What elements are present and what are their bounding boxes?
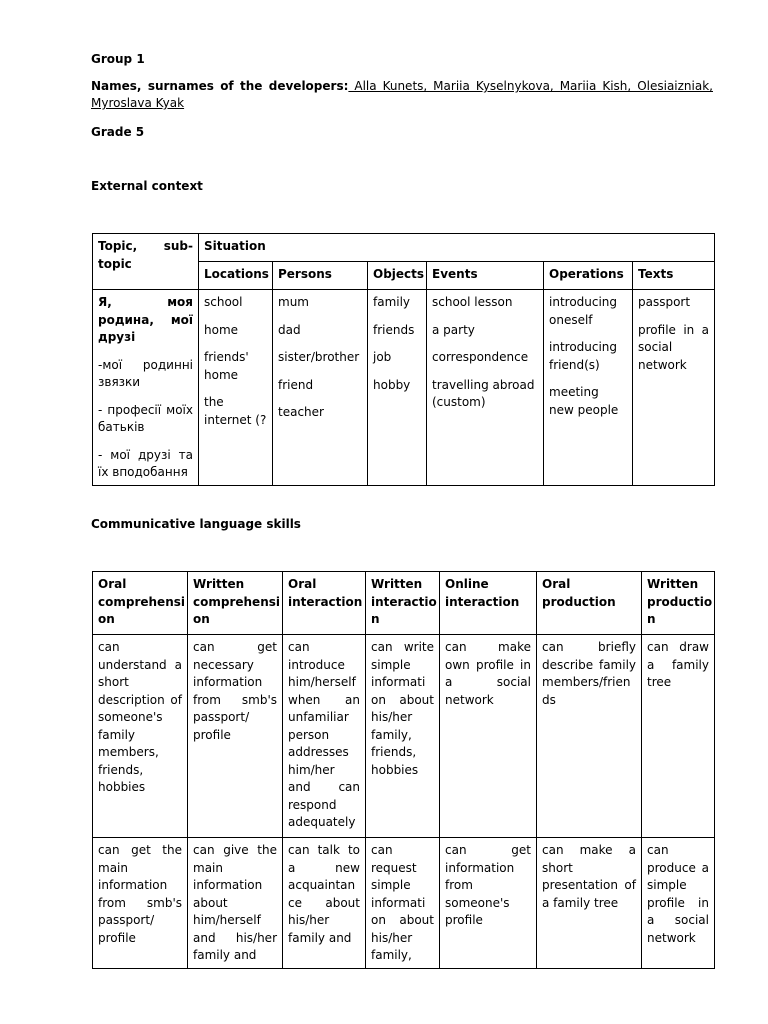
person-item: sister/brother	[278, 350, 360, 364]
person-item: friend	[278, 377, 314, 392]
skill-cell: can write simple informati on about his/her family, friends, hobbies	[366, 635, 440, 838]
situation-header: Situation	[199, 234, 715, 262]
operations-cell	[544, 290, 633, 486]
developers-names: Alla Kunets, Mariia Kyselnykova, Mariia Kish, Olesiaizniak, Myroslava Kyak	[91, 79, 713, 110]
person-item: mum	[278, 295, 309, 309]
skill-cell: can get the main information from smb's passport/ profile	[93, 838, 188, 969]
texts-cell	[633, 290, 715, 486]
skill-cell: can introduce him/herself when an unfamiliar person addresses him/her and can respond adequately	[283, 635, 366, 838]
column-header-events: Events	[427, 262, 544, 290]
location-item: school	[204, 295, 243, 309]
skill-cell: can get necessary information from smb's passport/ profile	[188, 635, 283, 838]
object-item: family	[373, 295, 411, 309]
skill-cell: can understand a short description of someone's family members, friends, hobbies	[93, 635, 188, 838]
object-item: friends	[373, 322, 415, 337]
location-item: home	[204, 322, 239, 337]
grade-label: Grade 5	[91, 125, 145, 139]
developers-label: Names, surnames of the developers:	[91, 79, 349, 93]
skill-cell: can produce a simple profile in a social network	[642, 838, 715, 969]
skill-header: Written productio n	[642, 572, 715, 635]
skill-header: Online interaction	[440, 572, 537, 635]
skill-cell: can request simple informati on about his/her family,	[366, 838, 440, 969]
skill-cell: can get information from someone's profile	[440, 838, 537, 969]
skill-header: Oral interaction	[283, 572, 366, 635]
operation-item: meeting new people	[549, 385, 619, 417]
event-item: a party	[432, 322, 475, 337]
skill-cell: can give the main information about him/herself and his/her family and	[188, 838, 283, 969]
skill-cell: can talk to a new acquaintan ce about his/her family and	[283, 838, 366, 969]
locations-cell	[199, 290, 273, 486]
skill-header: Oral comprehensi on	[93, 572, 188, 635]
topic-header: Topic, sub-topic	[93, 234, 199, 290]
skill-cell: can make own profile in a social network	[440, 635, 537, 838]
topic-item: -мої родинні звязки	[98, 357, 193, 389]
topic-item: - мої друзі та їх вподобання	[98, 447, 193, 479]
event-item: travelling abroad (custom)	[432, 377, 535, 409]
topic-cell	[93, 290, 199, 486]
text-item: passport	[638, 295, 691, 309]
event-item: school lesson	[432, 295, 513, 309]
topic-item: - професії моїх батьків	[98, 402, 193, 434]
objects-cell	[368, 290, 427, 486]
event-item: correspondence	[432, 350, 529, 364]
skill-cell: can briefly describe family members/frien ds	[537, 635, 642, 838]
developers-line	[91, 78, 713, 112]
text-item: profile in a social network	[638, 322, 710, 372]
skill-header: Written interactio n	[366, 572, 440, 635]
external-context-heading: External context	[91, 179, 203, 193]
operation-item: introducing friend(s)	[549, 340, 618, 372]
location-item: friends' home	[204, 350, 249, 382]
operation-item: introducing oneself	[549, 295, 618, 327]
events-cell	[427, 290, 544, 486]
object-item: hobby	[373, 377, 411, 392]
topic-title: Я, моя родина, мої друзі	[98, 295, 193, 344]
group-label: Group 1	[91, 52, 145, 66]
location-item: the internet (?	[204, 395, 267, 427]
communicative-heading: Communicative language skills	[91, 517, 301, 531]
skill-header: Oral production	[537, 572, 642, 635]
person-item: teacher	[278, 405, 324, 419]
column-header-locations: Locations	[199, 262, 273, 290]
persons-cell	[273, 290, 368, 486]
column-header-persons: Persons	[273, 262, 368, 290]
skill-cell: can make a short presentation of a family tree	[537, 838, 642, 969]
person-item: dad	[278, 322, 301, 337]
column-header-texts: Texts	[633, 262, 715, 290]
communicative-skills-table	[92, 571, 715, 969]
external-context-table	[92, 233, 715, 486]
skill-cell: can draw a family tree	[642, 635, 715, 838]
column-header-operations: Operations	[544, 262, 633, 290]
column-header-objects: Objects	[368, 262, 427, 290]
object-item: job	[373, 350, 392, 364]
skill-header: Written comprehensi on	[188, 572, 283, 635]
